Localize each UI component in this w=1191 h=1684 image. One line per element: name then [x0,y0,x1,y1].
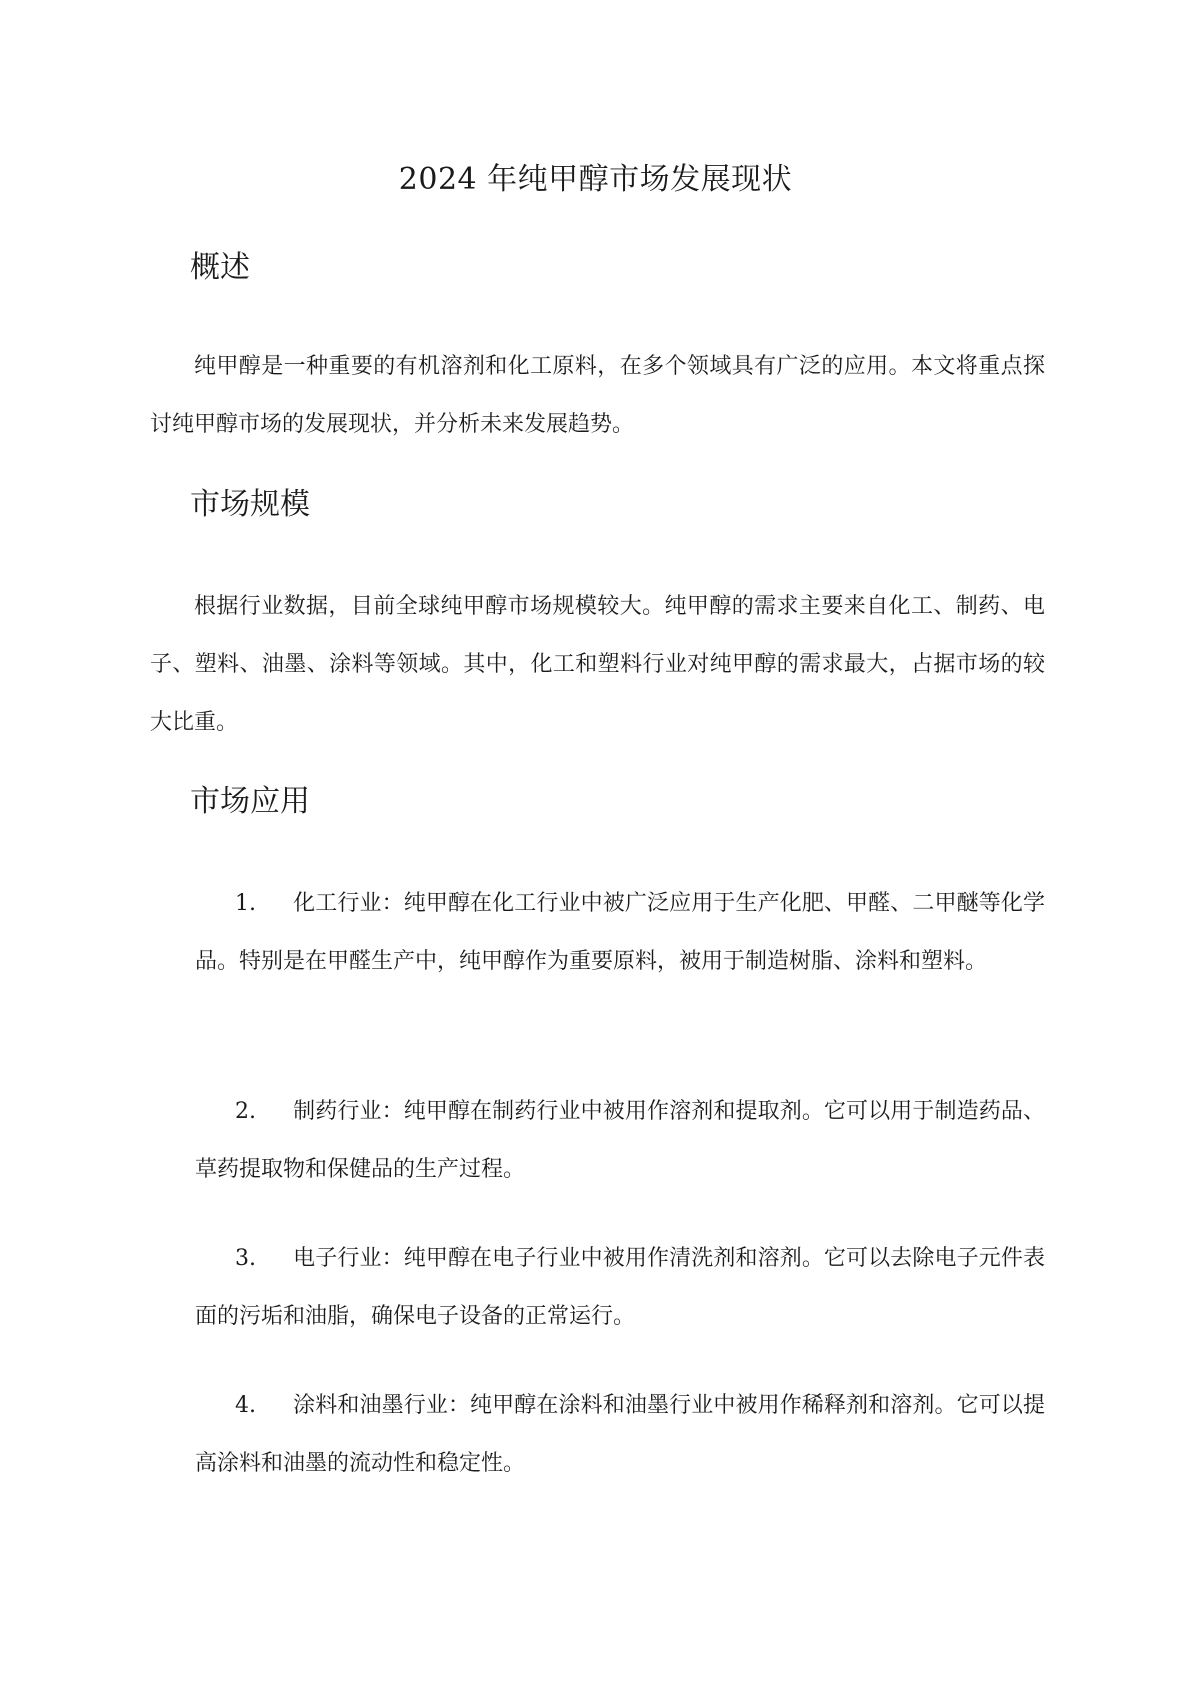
section-heading-market-application: 市场应用 [190,784,310,819]
list-item [195,1377,1045,1493]
market-size-paragraph: 根据行业数据，目前全球纯甲醇市场规模较大。纯甲醇的需求主要来自化工、制药、电子、塑料、油墨、涂料等领域。其中，化工和塑料行业对纯甲醇的需求最大，占据市场的较大比重。 [150,594,1045,735]
list-item-text: 涂料和油墨行业：纯甲醇在涂料和油墨行业中被用作稀释剂和溶剂。它可以提高涂料和油墨的流动性和稳定性。 [195,1393,1045,1476]
overview-paragraph: 纯甲醇是一种重要的有机溶剂和化工原料，在多个领域具有广泛的应用。本文将重点探讨纯甲醇市场的发展现状，并分析未来发展趋势。 [150,354,1045,437]
list-item-number: 2. [235,1099,256,1124]
document-title: 2024 年纯甲醇市场发展现状 [398,162,793,197]
list-item-number: 4. [235,1393,256,1418]
list-item-text: 电子行业：纯甲醇在电子行业中被用作清洗剂和溶剂。它可以去除电子元件表面的污垢和油脂，确保电子设备的正常运行。 [195,1246,1045,1329]
list-item-number: 1. [235,891,256,916]
list-item [195,1230,1045,1346]
section-heading-overview: 概述 [190,250,250,285]
list-item-text: 制药行业：纯甲醇在制药行业中被用作溶剂和提取剂。它可以用于制造药品、草药提取物和保健品的生产过程。 [195,1099,1045,1182]
list-item [195,875,1045,991]
list-item-text: 化工行业：纯甲醇在化工行业中被广泛应用于生产化肥、甲醛、二甲醚等化学品。特别是在甲醛生产中，纯甲醇作为重要原料，被用于制造树脂、涂料和塑料。 [195,891,1045,974]
list-item-number: 3. [235,1246,256,1271]
section-heading-market-size: 市场规模 [190,487,310,522]
list-item [195,1083,1045,1199]
